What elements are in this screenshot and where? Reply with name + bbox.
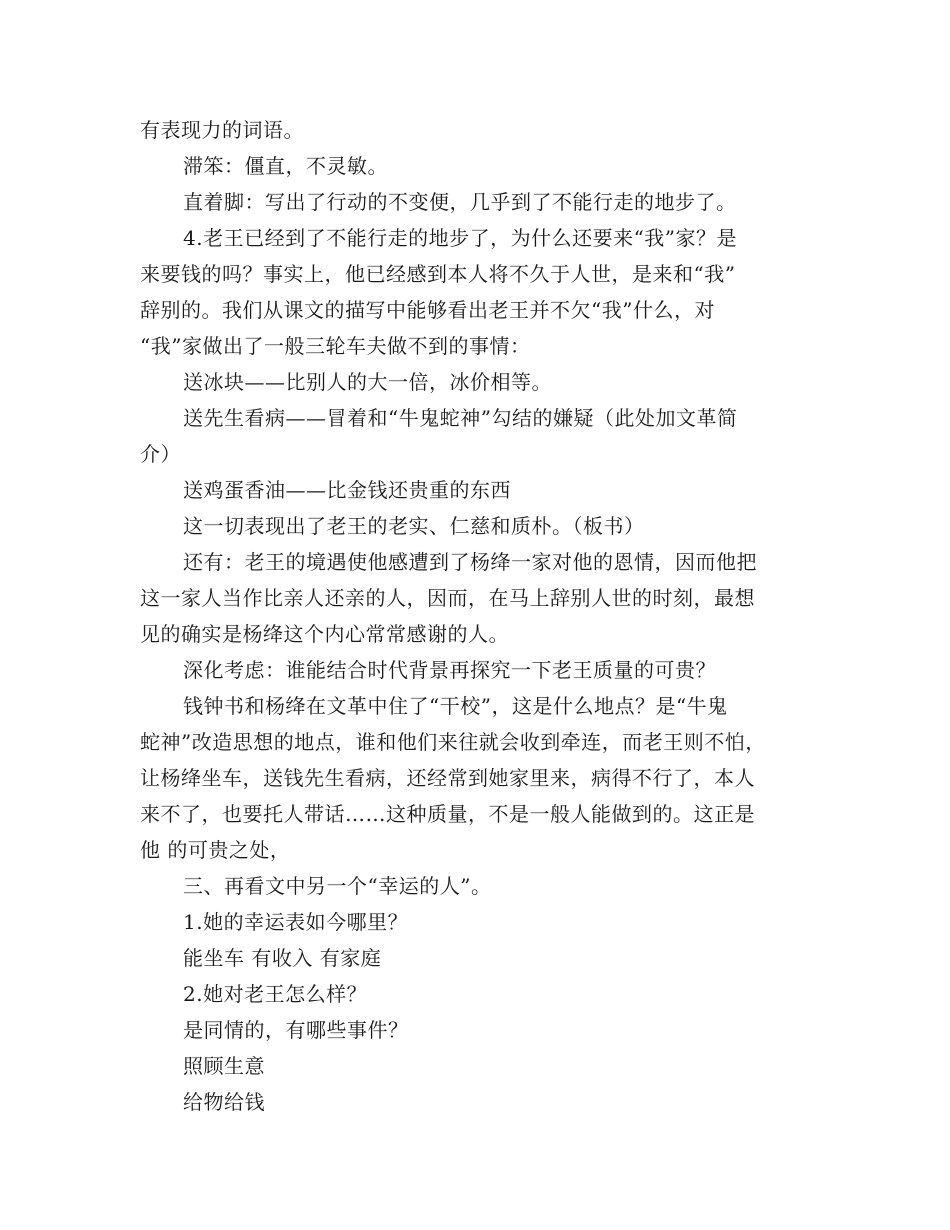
text-line: 来不了，也要托人带话……这种质量，不是一般人能做到的。这正是	[140, 802, 755, 826]
text-line: 还有：老王的境遇使他感遭到了杨绛一家对他的恩情，因而他把	[183, 550, 757, 574]
text-line: 是同情的，有哪些事件？	[183, 1018, 409, 1042]
text-line: 深化考虑：谁能结合时代背景再探究一下老王质量的可贵？	[183, 658, 716, 682]
text-line: 三、再看文中另一个“幸运的人”。	[183, 874, 492, 898]
text-line: 照顾生意	[183, 1054, 265, 1078]
text-line: 送先生看病——冒着和“牛鬼蛇神”勾结的嫌疑（此处加文革简	[183, 406, 738, 430]
text-line: 这一家人当作比亲人还亲的人，因而，在马上辞别人世的时刻，最想	[140, 586, 755, 610]
text-line: “我”家做出了一般三轮车夫做不到的事情：	[140, 334, 531, 358]
text-line: 见的确实是杨绛这个内心常常感谢的人。	[140, 622, 509, 646]
text-line: 蛇神”改造思想的地点，谁和他们来往就会收到牵连，而老王则不怕，	[140, 730, 766, 754]
text-line: 辞别的。我们从课文的描写中能够看出老王并不欠“我”什么，对	[140, 298, 715, 322]
text-line: 他 的可贵之处，	[140, 838, 291, 862]
document-body	[140, 112, 820, 1120]
text-line: 2.她对老王怎么样？	[183, 982, 368, 1006]
text-line: 给物给钱	[183, 1090, 265, 1114]
text-line: 4.老王已经到了不能行走的地步了，为什么还要来“我”家？是	[183, 226, 738, 250]
text-line: 钱钟书和杨绛在文革中住了“干校”，这是什么地点？是“牛鬼	[183, 694, 728, 718]
text-line: 滞笨：僵直，不灵敏。	[183, 154, 388, 178]
text-line: 有表现力的词语。	[140, 118, 304, 142]
text-line: 1.她的幸运表如今哪里？	[183, 910, 409, 934]
text-line: 送鸡蛋香油——比金钱还贵重的东西	[183, 478, 511, 502]
text-line: 来要钱的吗？事实上，他已经感到本人将不久于人世，是来和“我”	[140, 262, 736, 286]
text-line: 能坐车 有收入 有家庭	[183, 946, 382, 970]
text-line: 让杨绛坐车，送钱先生看病，还经常到她家里来，病得不行了，本人	[140, 766, 755, 790]
text-line: 这一切表现出了老王的老实、仁慈和质朴。（板书）	[183, 514, 645, 538]
text-line: 介）	[140, 442, 181, 466]
text-line: 直着脚：写出了行动的不变便，几乎到了不能行走的地步了。	[183, 190, 737, 214]
text-line: 送冰块——比别人的大一倍，冰价相等。	[183, 370, 552, 394]
